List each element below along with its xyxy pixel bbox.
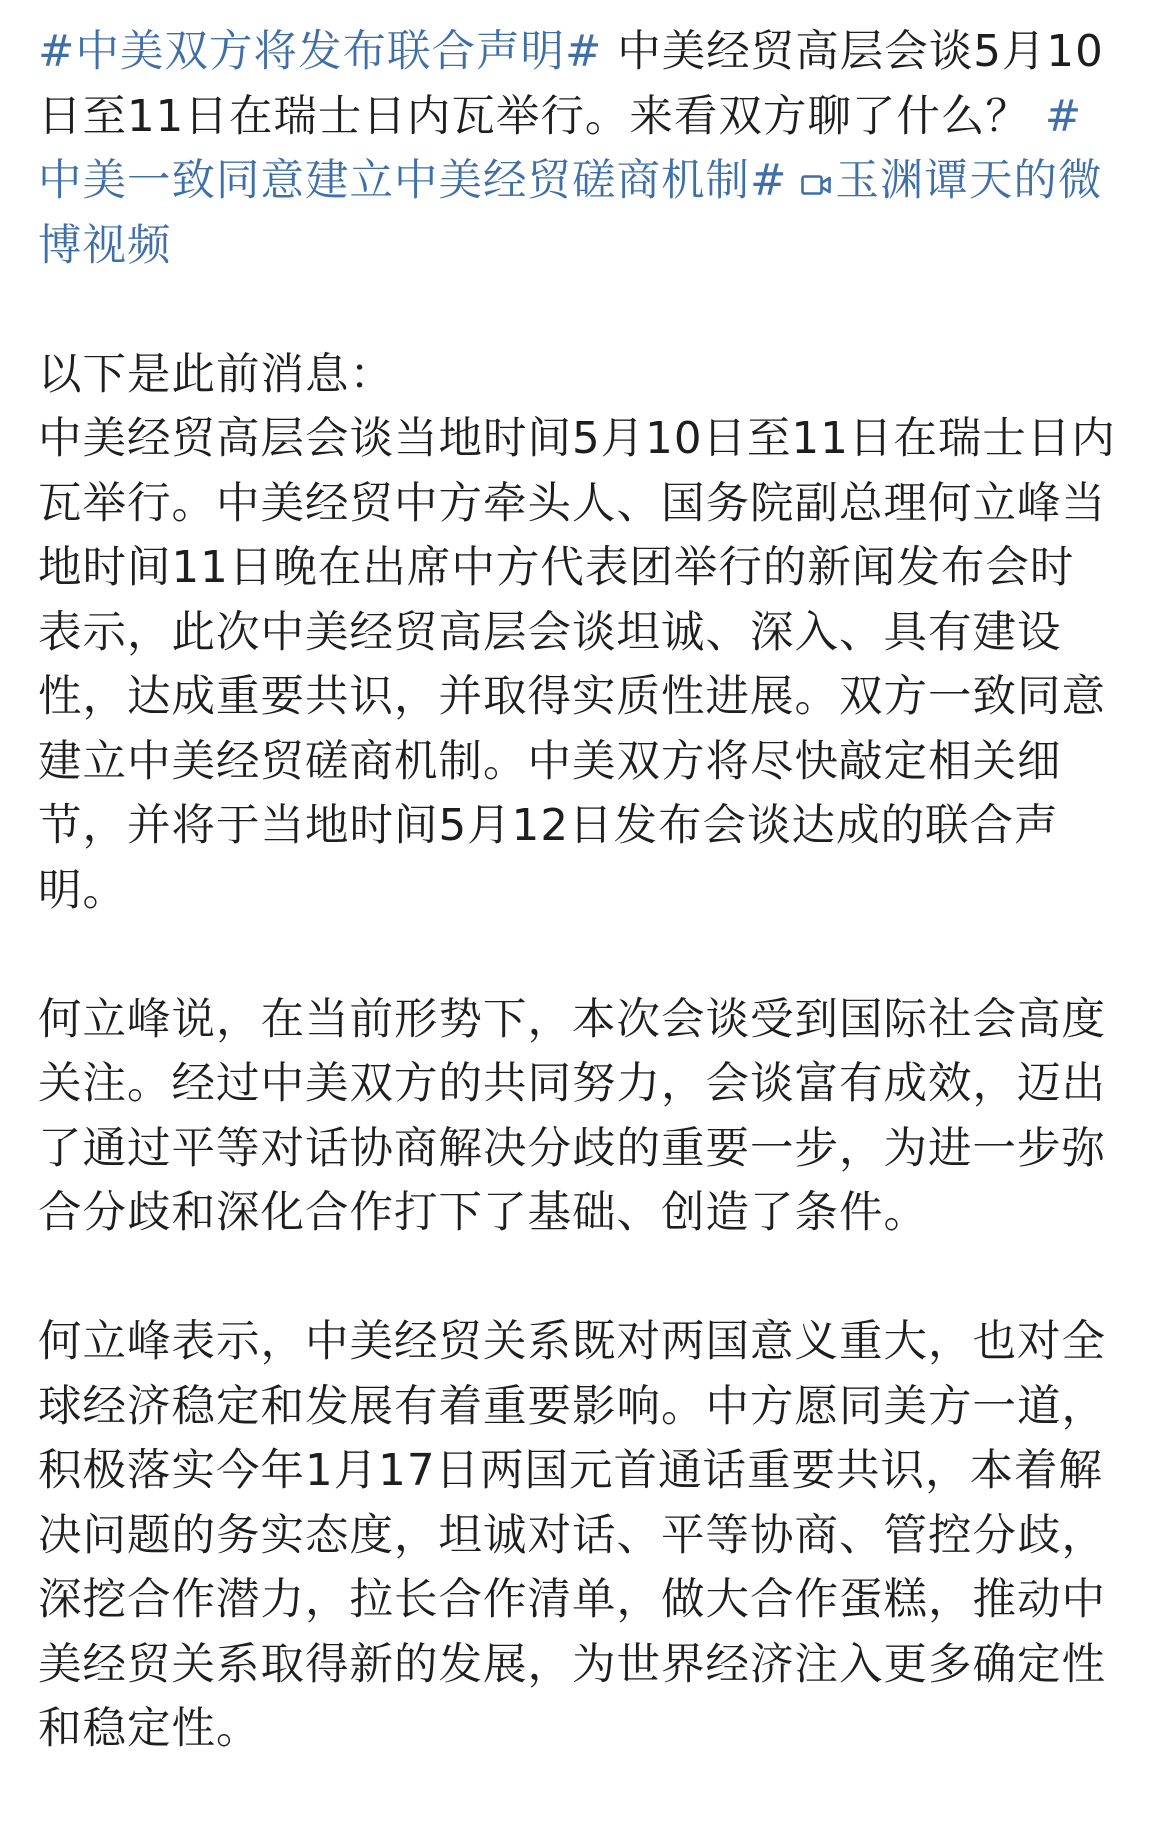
video-camera-icon[interactable] — [801, 173, 831, 197]
post-paragraph-he-lifeng-stated: 何立峰表示，中美经贸关系既对两国意义重大，也对全球经济稳定和发展有着重要影响。中方愿同美方一道，积极落实今年1月17日两国元首通话重要共识，本着解决问题的务实态度，坦诚对话、平等协商、管控分歧，深挖合作潜力，拉长合作清单，做大合作蛋糕，推动中美经贸关系取得新的发展，为世界经济注入更多确定性和稳定性。 — [38, 1317, 1106, 1754]
hashtag-joint-statement[interactable]: #中美双方将发布联合声明# — [38, 27, 603, 77]
previous-news-body: 中美经贸高层会谈当地时间5月10日至11日在瑞士日内瓦举行。中美经贸中方牵头人、国务院副总理何立峰当地时间11日晚在出席中方代表团举行的新闻发布会时表示，此次中美经贸高层会谈坦诚、深入、具有建设性，达成重要共识，并取得实质性进展。双方一致同意建立中美经贸磋商机制。中美双方将尽快敲定相关细节，并将于当地时间5月12日发布会谈达成的联合声明。 — [38, 414, 1116, 916]
headline-text: 中美经贸高层会谈5月10日至11日在瑞士日内瓦举行。来看双方聊了什么？ — [38, 27, 1104, 142]
paragraph-spacer — [38, 923, 1118, 988]
paragraph-spacer — [38, 1246, 1118, 1311]
post-paragraph-headline — [38, 20, 1118, 278]
post-paragraph-he-lifeng-said: 何立峰说，在当前形势下，本次会谈受到国际社会高度关注。经过中美双方的共同努力，会谈富有成效，迈出了通过平等对话协商解决分歧的重要一步，为进一步弥合分歧和深化合作打下了基础、创造了条件。 — [38, 994, 1106, 1238]
hashtag-consultation-mechanism[interactable]: #中美一致同意建立中美经贸磋商机制# — [38, 91, 1083, 206]
video-link[interactable]: 玉渊谭天的微博视频 — [38, 156, 1103, 271]
weibo-post-body — [38, 20, 1118, 1762]
post-paragraph-previous-news — [38, 343, 1118, 924]
paragraph-spacer — [38, 278, 1118, 343]
previous-news-intro: 以下是此前消息： — [38, 349, 394, 400]
